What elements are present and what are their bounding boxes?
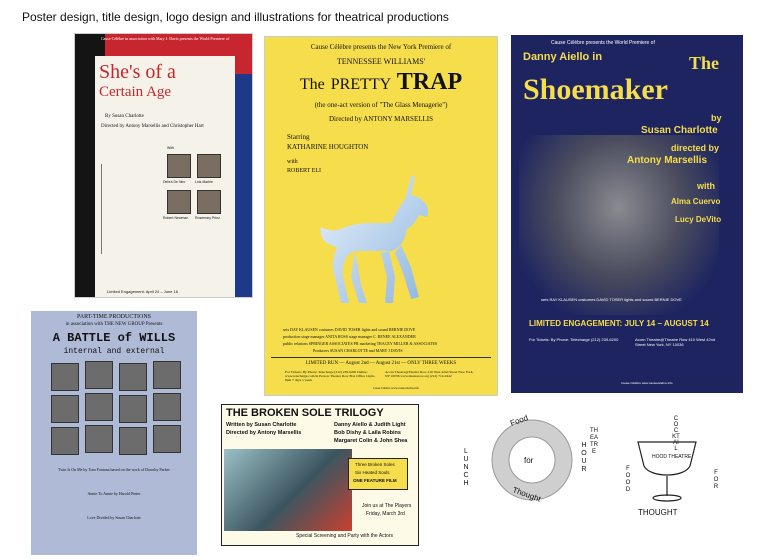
poster2-star1: KATHARINE HOUGHTON <box>287 143 369 151</box>
divider <box>271 357 491 358</box>
logo2-cocktail: COCKTAIL <box>672 416 680 452</box>
card5-cast2: Bob Dishy & Laila Robins <box>334 430 401 436</box>
poster-certain-age <box>74 33 253 298</box>
headshot <box>197 154 221 178</box>
cast-name: Robert Newman <box>163 216 189 220</box>
card5-box2: Six Heated Souls <box>355 470 390 475</box>
page-heading: Poster design, title design, logo design and illustrations for theatrical productions <box>22 10 449 24</box>
logo1-lunch: LUNCH <box>463 448 469 487</box>
poster1-author: By Susan Charlotte <box>105 114 144 119</box>
headshot <box>153 425 181 453</box>
poster2-run: LIMITED RUN — August 2nd — August 21st — ONLY THREE WEEKS <box>305 361 457 366</box>
headshot <box>51 395 79 423</box>
shoe-photo <box>224 449 352 531</box>
card-broken-sole <box>221 404 419 546</box>
card5-directed: Directed by Antony Marsellis <box>226 430 302 436</box>
headshot <box>167 190 191 214</box>
poster3-with: with <box>697 181 715 191</box>
poster2-credits-2: production stage manager ANITA ROSS stage manager C. RENEE ALEXANDER <box>283 334 416 339</box>
logo1-food: Food <box>509 413 530 428</box>
card5-title: THE BROKEN SOLE TRILOGY <box>226 407 384 419</box>
poster1-sketch <box>101 164 157 254</box>
card5-box <box>348 458 408 490</box>
unicorn-illustration <box>315 167 455 307</box>
poster3-presenter: Cause Célèbre presents the World Premiere of <box>551 40 655 46</box>
headshot <box>153 361 181 389</box>
poster2-venue: Acorn Theatre@Theatre Row 410 West 42nd Street New York, NY 10036 www.theatrerow.org (212) 714-2442 <box>385 370 474 378</box>
poster2-director: Directed by ANTONY MARSELLIS <box>328 115 434 123</box>
poster2-footer: Cause Célèbre www.causecelebre.info <box>373 386 420 390</box>
headshot <box>167 154 191 178</box>
poster2-credits-1: sets DAY KLAUSEN costumes DAVID TOSER lights and sound BERNIE DOVE <box>283 327 416 332</box>
logo1-hour: HOUR <box>581 442 587 473</box>
poster3-title: Shoemaker <box>523 73 668 106</box>
poster3-actor: Danny Aiello in <box>523 51 603 63</box>
poster2-subtitle: (the one-act version of "The Glass Menagerie") <box>314 101 448 109</box>
poster2-credits-3: public relations SPRINGER ASSOCIATES PR marketing TRACEY MILLER & ASSOCIATES <box>283 341 438 346</box>
headshot <box>85 393 113 421</box>
poster3-title-the: The <box>689 53 720 73</box>
poster4-title: A BATTLE of WILLS <box>52 331 176 345</box>
headshot <box>85 425 113 453</box>
poster4-company: PART-TIME PRODUCTIONS <box>76 314 152 320</box>
headshot <box>51 427 79 455</box>
poster2-title-trap: TRAP <box>396 69 463 95</box>
headshot <box>119 363 147 391</box>
card5-join: Join us at The Players <box>362 503 412 509</box>
headshot <box>119 427 147 455</box>
poster2-title <box>265 69 497 96</box>
poster1-presenter: Cause Célèbre in association with Mary J. Davis presents the World Premiere of <box>100 36 230 41</box>
card5-cast1: Danny Aiello & Judith Light <box>334 422 406 428</box>
poster3-venue: Acorn Theatre@Theatre Row 410 West 42nd Street New York, NY 10036 <box>635 337 716 347</box>
poster1-title-line2: Certain Age <box>99 84 172 100</box>
poster4-play1: Twin Is On Me by Tom Fontana based on the work of Dorothy Parker <box>58 467 170 472</box>
poster3-footer: Cause Célèbre www.causecelebre.info <box>621 381 673 385</box>
card5-cast3: Margaret Colin & John Shea <box>334 438 408 444</box>
logo2-hood: HOOD THEATRE <box>652 454 692 460</box>
headshot <box>85 361 113 389</box>
card5-written: Written by Susan Charlotte <box>226 422 297 428</box>
poster2-star2: ROBERT ELI <box>287 168 322 174</box>
poster1-director: Directed by Antony Marsellis and Christopher Hart <box>101 124 204 129</box>
poster2-title-the: The <box>299 76 325 93</box>
poster1-limited: Limited Engagement: April 24 – June 16 <box>107 289 178 294</box>
poster3-tickets: For Tickets: By Phone: Telecharge (212) 239-6200 <box>529 337 619 342</box>
poster-pretty-trap <box>264 36 498 396</box>
poster3-by: by <box>711 113 722 123</box>
poster4-play2: Annie To Annie by Harold Pinter <box>87 491 141 496</box>
poster3-director: Antony Marsellis <box>627 155 708 166</box>
poster3-limited: LIMITED ENGAGEMENT: JULY 14 – AUGUST 14 <box>529 319 709 328</box>
logo1-theatre: THEATRE <box>590 428 599 455</box>
poster4-play3: Love Divided by Susan Charlotte <box>87 515 141 520</box>
poster1-title-line1: She's of a <box>99 61 176 83</box>
headshot <box>51 363 79 391</box>
poster2-credits-4: Producers SUSAN CHARLOTTE and MARY J DAVIS <box>313 348 403 353</box>
logo-cocktail-hour <box>616 416 726 526</box>
poster3-credits: sets RAY KLAUSEN costumes DAVID TOSER lights and sound BERNIE DOVE <box>541 297 682 302</box>
poster2-title-pretty: PRETTY <box>330 76 392 93</box>
headshot <box>153 393 181 421</box>
card5-box3: ONE FEATURE FILM <box>353 478 397 483</box>
poster4-assoc: in association with THE NEW GROUP Presents <box>65 322 163 327</box>
poster2-author: TENNESSEE WILLIAMS' <box>336 57 426 66</box>
poster1-title <box>99 62 176 102</box>
poster3-cast2: Lucy DeVito <box>675 215 722 224</box>
headshot <box>119 395 147 423</box>
poster2-starring: Starring <box>287 133 310 141</box>
card5-date: Friday, March 3rd <box>366 511 405 517</box>
headshot <box>197 190 221 214</box>
poster3-author: Susan Charlotte <box>641 125 718 136</box>
poster2-tickets: For Tickets: By Phone: Telecharge (212) 239-6200 Online: www.telecharge.com In Person: Theatre Row Box Office 12pm-8pm 7 days a week <box>285 370 376 382</box>
poster3-cast1: Alma Cuervo <box>671 197 721 206</box>
logo2-food: FOOD <box>625 466 631 493</box>
poster-shoemaker <box>511 35 743 393</box>
logo1-thought: Thought <box>511 485 543 504</box>
logo1-for: for <box>524 456 534 465</box>
poster3-directed: directed by <box>671 143 720 153</box>
poster-battle-of-wills <box>31 311 197 555</box>
cocktail-glass-icon <box>632 436 702 506</box>
logo-lunch-hour <box>462 414 602 522</box>
card5-event: Special Screening and Party with the Actors <box>296 533 393 539</box>
cast-name: Rosemary Prinz <box>195 216 220 220</box>
logo2-thought: THOUGHT <box>638 508 678 517</box>
card5-box1: Three Broken Soles <box>355 462 395 467</box>
logo2-for: FOR <box>713 470 719 490</box>
cast-name: Debra De Niro <box>163 180 186 184</box>
poster2-with: with <box>287 159 298 165</box>
poster2-presenter: Cause Célèbre presents the New York Premiere of <box>310 43 452 51</box>
poster4-subtitle: internal and external <box>63 347 165 356</box>
poster1-with: With <box>167 146 174 150</box>
cast-name: Lois Markle <box>195 180 213 184</box>
